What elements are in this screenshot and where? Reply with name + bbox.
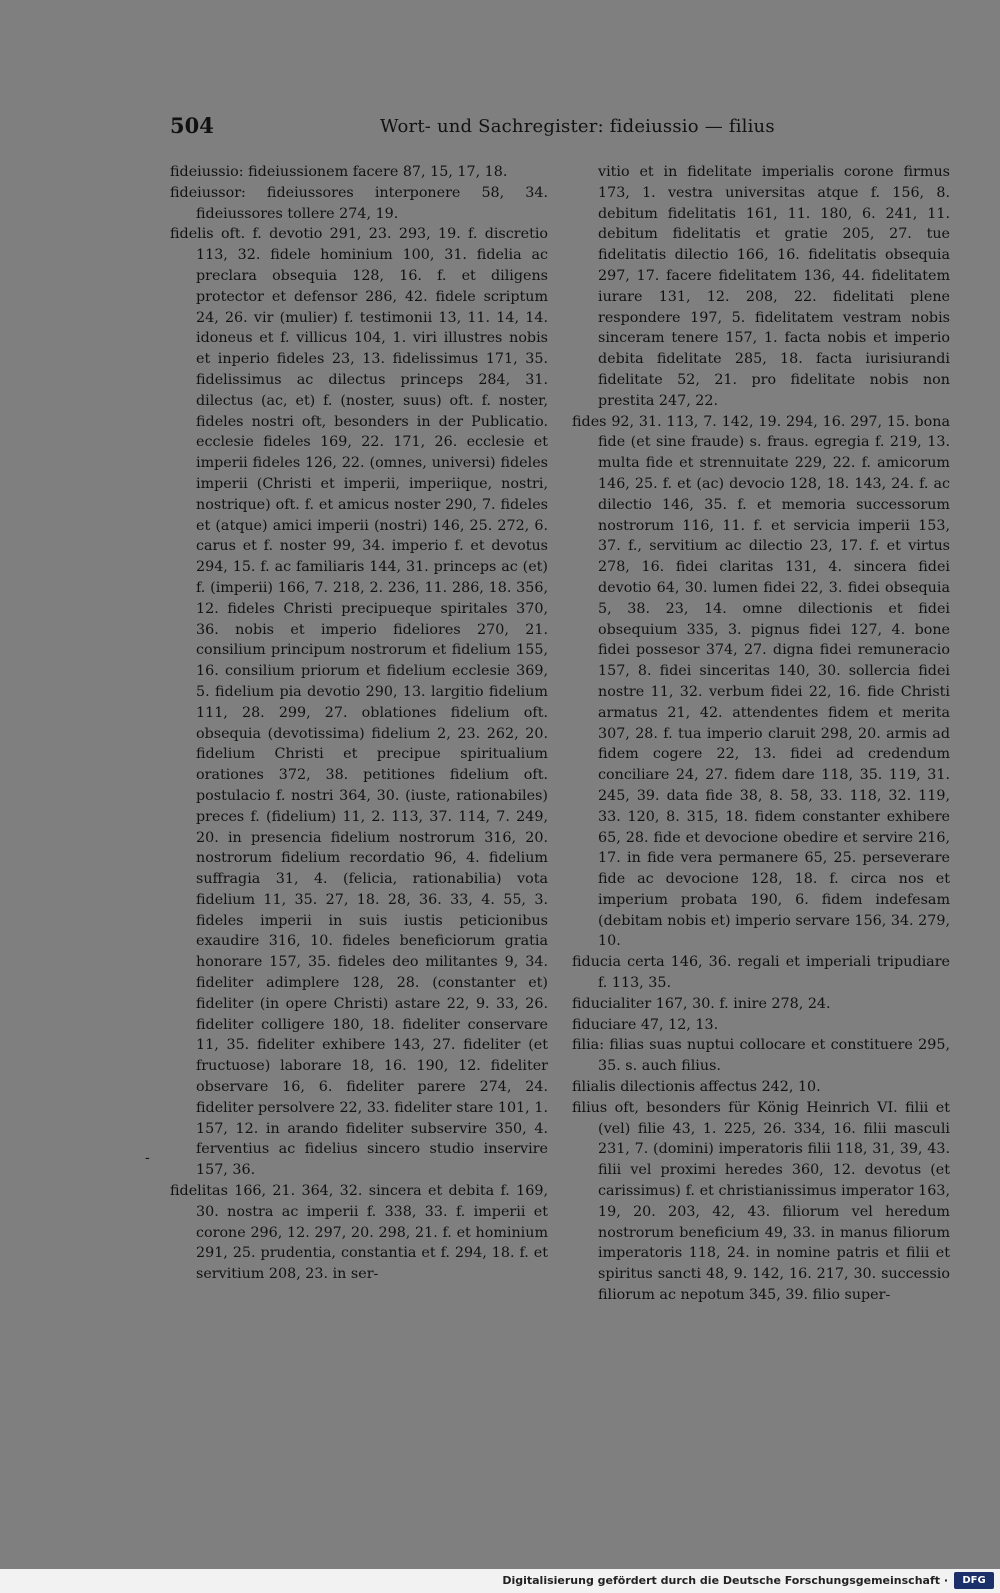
index-entry: fidelitas 166, 21. 364, 32. sincera et debita f. 169, 30. nostra ac imperii f. 338, 33. f. imperii et corone 296, 12. 297, 20. 298, 21. f. et hominium 291, 25. prudentia, constantia et f. 294, 18. f. et servitium 208, 23. in ser- — [170, 1183, 548, 1283]
index-entry: fideiussor: fideiussores interponere 58, 34. fideiussores tollere 274, 19. — [170, 184, 548, 222]
index-entry: fidelis oft. f. devotio 291, 23. 293, 19. f. discretio 113, 32. fidele hominium 100, 31. fidelia ac preclara obsequia 128, 16. f. et diligens protector et defensor 286, 42. fidele scriptum 24, 26. vir (mulier) f. testimonii 13, 11. 14, 14. idoneus et f. villicus 104, 1. viri illustres nobis et inperio fideles 23, 13. fidelissimus 171, 35. fidelissimus ac dilectus princeps 284, 31. dilectus (ac, et) f. (noster, suus) oft. f. noster, fideles nostri oft, besonders in der Publicatio. ecclesie fideles 169, 22. 171, 26. ecclesie et imperii fideles 126, 22. (omnes, universi) fideles imperii (Christi et imperii, imperiique, nostri, nostrique) oft. f. et amicus noster 290, 7. fideles et (atque) amici imperii (nostri) 146, 25. 272, 6. carus et f. noster 99, 34. imperio f. et devotus 294, 15. f. ac familiaris 144, 31. princeps ac (et) f. (imperii) 166, 7. 218, 2. 236, 11. 286, 18. 356, 12. fideles Christi precipueque spiritales 370, 36. nobis et imperio fideliores 270, 21. consilium principum nostrorum et fidelium 155, 16. consilium priorum et fidelium ecclesie 369, 5. fidelium pia devotio 290, 13. largitio fidelium 111, 28. 299, 27. oblationes fidelium oft. obsequia (devotissima) fidelium 2, 23. 262, 20. fidelium Christi et precipue spiritualium orationes 372, 38. petitiones fidelium oft. postulacio f. nostri 364, 30. (iuste, rationabiles) preces f. (fidelium) 11, 2. 113, 37. 114, 7. 249, 20. in presencia fidelium nostrorum 316, 20. nostrorum fidelium recordatio 96, 4. fidelium suffragia 31, 4. (felicia, rationabilia) vota fidelium 11, 35. 27, 18. 28, 36. 33, 4. 55, 3. fideles imperii in suis iustis peticionibus exaudire 316, 10. fideles beneficiorum gratia honorare 157, 35. fideles deo militantes 9, 34. fideliter adimplere 128, 28. (constanter et) fideliter (in opere Christi) astare 22, 9. 33, 26. fideliter colligere 180, 18. fideliter conservare 11, 35. fideliter exhibere 143, 27. fideliter (et fructuose) laborare 18, 16. 190, 12. fideliter observare 16, 6. fideliter parere 274, 24. fideliter persolvere 22, 33. fideliter stare 101, 1. 157, 12. in arando fideliter subservire 350, 4. ferventius ac fidelius sincero studio inservire 157, 36. — [170, 226, 548, 1179]
left-column — [170, 162, 548, 1285]
index-entry: fiducia certa 146, 36. regali et imperiali tripudiare f. 113, 35. — [572, 954, 950, 992]
page-number: 504 — [170, 113, 214, 138]
dfg-logo-icon[interactable]: DFG — [954, 1572, 994, 1589]
margin-mark: - — [145, 1150, 150, 1166]
footer-credit: Digitalisierung gefördert durch die Deutsche Forschungsgemeinschaft · — [502, 1574, 948, 1587]
index-entry: filius oft, besonders für König Heinrich VI. filii et (vel) filie 43, 1. 225, 26. 334, 16. filii masculi 231, 7. (domini) imperatoris filii 118, 31, 39, 43. filii vel proximi heredes 360, 12. devotus (et carissimus) f. et christianissimus imperator 163, 19, 20. 203, 42, 43. filiorum vel heredum nostrorum beneficium 49, 33. in manus filiorum imperatoris 118, 24. in nomine patris et filii et spiritus sancti 48, 9. 142, 16. 217, 30. successio filiorum ac nepotum 345, 39. filio super- — [572, 1099, 950, 1304]
running-title: Wort- und Sachregister: fideiussio — filius — [380, 116, 775, 137]
right-column — [572, 162, 950, 1306]
footer-bar — [0, 1569, 1000, 1593]
page-header — [170, 113, 950, 149]
index-entry: fideiussio: fideiussionem facere 87, 15, 17, 18. — [170, 164, 508, 180]
index-entry: filialis dilectionis affectus 242, 10. — [572, 1079, 821, 1096]
index-entry: fiducialiter 167, 30. f. inire 278, 24. — [572, 995, 831, 1012]
index-entry: fides 92, 31. 113, 7. 142, 19. 294, 16. 297, 15. bona fide (et sine fraude) s. fraus. egregia f. 219, 13. multa fide et strennuitate 229, 22. f. amicorum 146, 25. f. et (ac) devocio 128, 18. 143, 24. f. ac dilectio 146, 35. f. et memoria successorum nostrorum 116, 11. f. et servicia imperii 153, 37. f., servitium ac dilectio 23, 17. f. et virtus 278, 16. fidei claritas 131, 4. sincera fidei devotio 64, 30. lumen fidei 22, 3. fidei obsequia 5, 38. 23, 14. omne dilectionis et fidei obsequium 335, 3. pignus fidei 127, 4. bone fidei possesor 374, 27. digna fidei remuneracio 157, 8. fidei sinceritas 140, 30. sollercia fidei nostre 11, 32. verbum fidei 22, 16. fide Christi armatus 21, 42. attendentes fidem et merita 307, 28. f. tua imperio claruit 298, 20. armis ad fidem cogere 22, 13. fidei ad credendum conciliare 24, 27. fidem dare 118, 35. 119, 31. 245, 39. data fide 38, 8. 58, 33. 118, 32. 119, 33. 120, 8. 315, 18. fidem constanter exhibere 65, 28. fide et devocione obedire et servire 216, 17. in fide vera permanere 65, 25. perseverare fide ac devocione 128, 18. f. circa nos et imperium probata 190, 6. fidem indefesam (debitam nobis et) imperio servare 156, 34. 279, 10. — [572, 413, 950, 950]
index-entry: filia: filias suas nuptui collocare et constituere 295, 35. s. auch filius. — [572, 1037, 950, 1075]
index-entry: fiduciare 47, 12, 13. — [572, 1016, 719, 1033]
index-entry-continuation: vitio et in fidelitate imperialis corone firmus 173, 1. vestra universitas atque f. 156, 8. debitum fidelitatis 161, 11. 180, 6. 241, 11. debitum fidelitatis et gratie 205, 27. tue fidelitatis dilectio 166, 16. fidelitatis obsequia 297, 17. facere fidelitatem 136, 44. fidelitatem iurare 131, 12. 208, 22. fidelitati plene respondere 197, 5. fidelitatem vestram nobis sinceram tenere 157, 1. facta nobis et imperio debita fidelitate 285, 18. facta iurisiurandi fidelitate 52, 21. pro fidelitate nobis non prestita 247, 22. — [598, 164, 950, 409]
